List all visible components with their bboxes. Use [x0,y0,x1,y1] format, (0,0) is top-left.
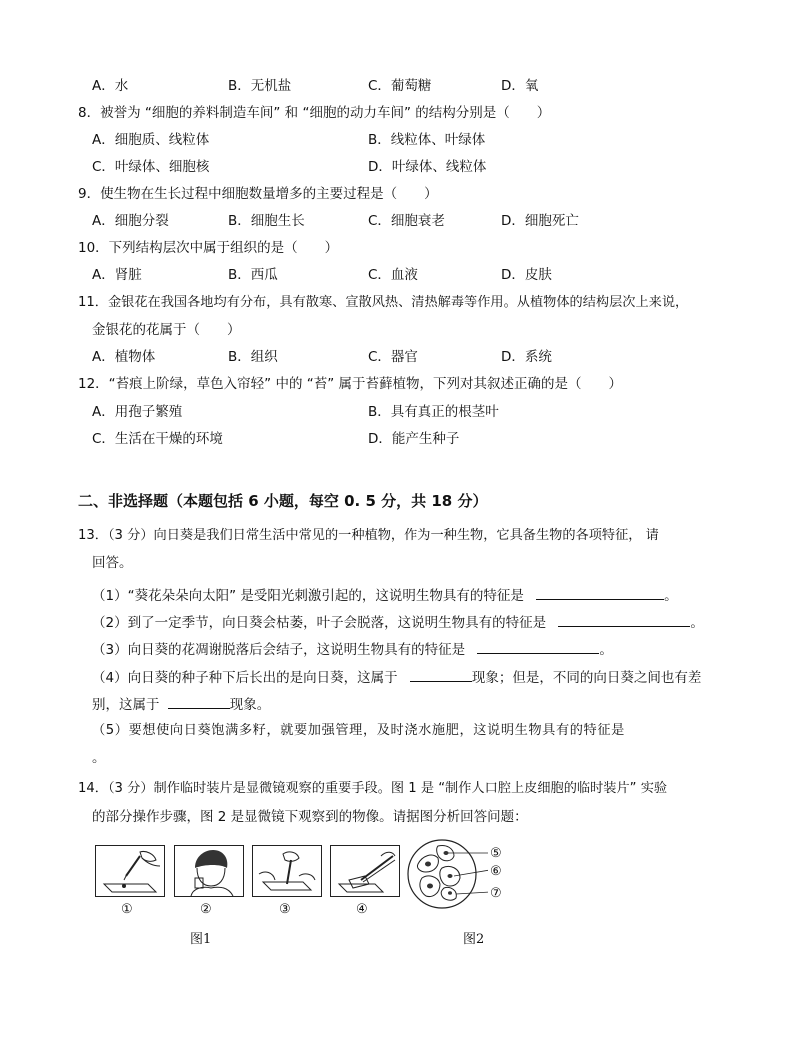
q10-stem: 10．下列结构层次中属于组织的是（ ） [78,240,339,256]
q11-stem-line2: 金银花的花属于（ ） [92,322,241,338]
fig1-caption: 图1 [190,932,212,947]
q14-stem-line2: 的部分操作步骤，图 2 是显微镜下观察到的物像。请据图分析回答问题： [92,809,528,825]
fig2-caption: 图2 [463,932,485,947]
q13-part2-text: （2）到了一定季节，向日葵会枯萎，叶子会脱落，这说明生物具有的特征是 [92,615,547,631]
tweezers-coverslip-icon [331,846,399,896]
q7-option-b: B．无机盐 [228,78,292,94]
q13-part5: （5）要想使向日葵饱满多籽，就要加强管理，及时浇水施肥，这说明生物具有的特征是 [92,723,625,738]
section-2-title: 二、非选择题（本题包括 6 小题，每空 0. 5 分，共 18 分） [78,492,488,510]
q13-part4-text-d: 现象。 [229,697,271,713]
q9-option-b: B．细胞生长 [228,213,305,229]
q10-option-d: D．皮肤 [501,267,552,283]
q12-option-d: D．能产生种子 [368,431,460,447]
q9-option-a: A．细胞分裂 [92,213,169,229]
q11-option-a: A．植物体 [92,349,156,365]
q12-option-a: A．用孢子繁殖 [92,404,183,420]
fig1-step2-label: ② [200,902,212,917]
q7-option-c: C．葡萄糖 [368,78,432,94]
q8-option-d: D．叶绿体、线粒体 [368,159,487,175]
q12-option-b: B．具有真正的根茎叶 [368,404,499,420]
fig2-label-6: ⑥ [490,864,502,879]
q10-option-b: B．西瓜 [228,267,278,283]
dropper-on-slide-icon [96,846,164,896]
q8-option-a: A．细胞质、线粒体 [92,132,210,148]
q12-stem: 12．“苔痕上阶绿，草色入帘轻” 中的 “苔” 属于苔藓植物，下列对其叙述正确的是（ ） [78,376,623,392]
q13-part4-text-a: （4）向日葵的种子种下后长出的是向日葵，这属于 [92,670,398,686]
q7-option-a: A．水 [92,78,129,94]
q13-part1-text: （1）“葵花朵朵向太阳” 是受阳光刺激引起的，这说明生物具有的特征是 [92,588,524,604]
q8-option-b: B．线粒体、叶绿体 [368,132,486,148]
q7-option-d: D．氧 [501,78,539,94]
fig1-step1-box [95,845,165,897]
q13-part4-text-b: 现象；但是，不同的向日葵之间也有差 [471,670,702,686]
q13-part4-blank-1[interactable] [410,667,472,682]
q8-option-c: C．叶绿体、细胞核 [92,159,210,175]
fig1-step1-label: ① [121,902,133,917]
fig1-step4-label: ④ [356,902,368,917]
fig2-label-5: ⑤ [490,846,502,861]
q13-part4 [92,667,701,687]
q13-part2-period: 。 [690,615,704,631]
q9-option-d: D．细胞死亡 [501,213,579,229]
q13-part1-period: 。 [664,588,678,604]
person-rinsing-mouth-icon [175,846,243,896]
q13-part4-text-c: 别，这属于 [92,697,160,713]
q13-part1 [92,585,678,605]
q13-part4-blank-2[interactable] [168,694,230,709]
fig1-step3-box [252,845,322,897]
q11-option-c: C．器官 [368,349,418,365]
q11-option-b: B．组织 [228,349,278,365]
q11-stem-line1: 11．金银花在我国各地均有分布，具有散寒、宣散风热、清热解毒等作用。从植物体的结构层次上来说， [78,295,689,310]
q13-part3-period: 。 [599,642,613,658]
q13-part1-blank[interactable] [536,585,664,600]
q13-part3-text: （3）向日葵的花凋谢脱落后会结子，这说明生物具有的特征是 [92,642,466,658]
q10-option-c: C．血液 [368,267,418,283]
fig1-step2-box [174,845,244,897]
q13-part3-blank[interactable] [477,639,599,654]
fig2-label-7: ⑦ [490,886,502,901]
q14-stem-line1: 14．（3 分）制作临时装片是显微镜观察的重要手段。图 1 是 “制作人口腔上皮细胞的临时装片” 实验 [78,781,668,796]
q12-option-c: C．生活在干燥的环境 [92,431,223,447]
q11-option-d: D．系统 [501,349,552,365]
smearing-on-slide-icon [253,846,321,896]
q8-stem: 8．被誉为 “细胞的养料制造车间” 和 “细胞的动力车间” 的结构分别是（ ） [78,105,551,121]
q13-part2-blank[interactable] [558,612,690,627]
q13-stem-line2: 回答。 [92,555,133,571]
q9-stem: 9．使生物在生长过程中细胞数量增多的主要过程是（ ） [78,186,438,202]
q13-part3 [92,639,613,659]
q13-part5-end: 。 [92,750,106,766]
q13-stem-line1: 13．（3 分）向日葵是我们日常生活中常见的一种植物，作为一种生物，它具备生物的各项特征， 请 [78,528,659,543]
q13-part2 [92,612,704,632]
fig1-step4-box [330,845,400,897]
fig2-microscope-view [404,838,488,910]
q13-part4-line2 [92,694,270,714]
q10-option-a: A．肾脏 [92,267,142,283]
q9-option-c: C．细胞衰老 [368,213,445,229]
fig1-step3-label: ③ [279,902,291,917]
